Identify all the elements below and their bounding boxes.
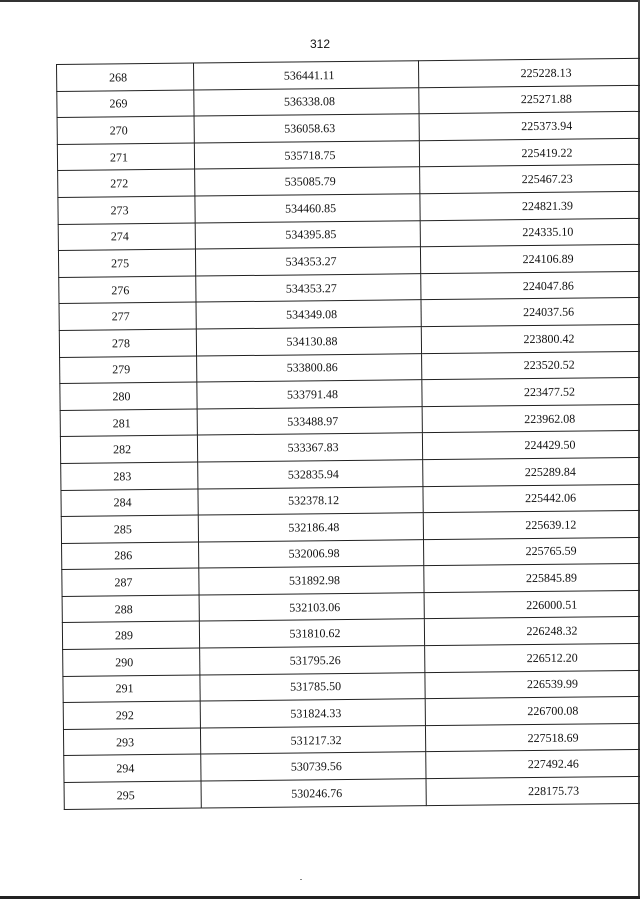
x-coordinate-cell: 534460.85 (195, 194, 420, 223)
point-number-cell: 281 (60, 409, 197, 437)
coordinate-table-body (57, 58, 640, 809)
y-coordinate-cell: 225419.22 (419, 138, 640, 167)
y-coordinate-cell: 224821.39 (420, 191, 640, 220)
point-number-cell: 293 (63, 728, 200, 756)
point-number-cell: 278 (59, 329, 196, 357)
point-number-cell: 273 (58, 196, 195, 224)
y-coordinate-cell: 225639.12 (423, 510, 640, 539)
point-number-cell: 274 (58, 223, 195, 251)
x-coordinate-cell: 533367.83 (197, 433, 422, 462)
y-coordinate-cell: 224047.86 (421, 271, 640, 300)
point-number-cell: 286 (62, 542, 199, 570)
y-coordinate-cell: 224037.56 (421, 298, 640, 327)
y-coordinate-cell: 226539.99 (425, 670, 640, 699)
x-coordinate-cell: 531785.50 (200, 672, 425, 701)
y-coordinate-cell: 225442.06 (423, 484, 640, 513)
point-number-cell: 287 (62, 568, 199, 596)
y-coordinate-cell: 223477.52 (422, 377, 640, 406)
scan-edge-top (0, 0, 640, 2)
x-coordinate-cell: 533791.48 (197, 380, 422, 409)
y-coordinate-cell: 223962.08 (422, 404, 640, 433)
x-coordinate-cell: 530739.56 (201, 752, 426, 781)
x-coordinate-cell: 531824.33 (200, 699, 425, 728)
point-number-cell: 292 (63, 701, 200, 729)
point-number-cell: 283 (61, 462, 198, 490)
point-number-cell: 269 (57, 90, 194, 118)
point-number-cell: 277 (59, 302, 196, 330)
x-coordinate-cell: 532378.12 (198, 486, 423, 515)
y-coordinate-cell: 227518.69 (425, 723, 640, 752)
y-coordinate-cell: 224429.50 (422, 431, 640, 460)
coordinate-table-wrapper (56, 58, 616, 809)
x-coordinate-cell: 535718.75 (194, 140, 419, 169)
x-coordinate-cell: 533800.86 (197, 353, 422, 382)
x-coordinate-cell: 533488.97 (197, 406, 422, 435)
scan-speck (300, 879, 302, 880)
y-coordinate-cell: 223520.52 (422, 351, 640, 380)
point-number-cell: 294 (64, 754, 201, 782)
point-number-cell: 279 (60, 356, 197, 384)
point-number-cell: 284 (61, 489, 198, 517)
point-number-cell: 282 (60, 435, 197, 463)
x-coordinate-cell: 531217.32 (200, 726, 425, 755)
x-coordinate-cell: 530246.76 (201, 779, 426, 808)
point-number-cell: 280 (60, 382, 197, 410)
x-coordinate-cell: 536338.08 (194, 87, 419, 116)
x-coordinate-cell: 534353.27 (195, 247, 420, 276)
y-coordinate-cell: 226000.51 (424, 590, 640, 619)
x-coordinate-cell: 536058.63 (194, 114, 419, 143)
y-coordinate-cell: 224106.89 (420, 244, 640, 273)
x-coordinate-cell: 536441.11 (193, 61, 418, 90)
point-number-cell: 275 (58, 249, 195, 277)
coordinate-table (56, 58, 640, 810)
point-number-cell: 270 (57, 116, 194, 144)
y-coordinate-cell: 225289.84 (423, 457, 640, 486)
y-coordinate-cell: 228175.73 (426, 776, 640, 805)
y-coordinate-cell: 225373.94 (419, 111, 640, 140)
x-coordinate-cell: 532835.94 (198, 460, 423, 489)
y-coordinate-cell: 223800.42 (421, 324, 640, 353)
point-number-cell: 291 (63, 675, 200, 703)
y-coordinate-cell: 226700.08 (425, 696, 640, 725)
y-coordinate-cell: 224335.10 (420, 218, 640, 247)
y-coordinate-cell: 225467.23 (420, 165, 640, 194)
point-number-cell: 268 (57, 63, 194, 91)
x-coordinate-cell: 532103.06 (199, 593, 424, 622)
x-coordinate-cell: 531810.62 (199, 619, 424, 648)
point-number-cell: 272 (58, 169, 195, 197)
point-number-cell: 288 (62, 595, 199, 623)
x-coordinate-cell: 534395.85 (195, 220, 420, 249)
x-coordinate-cell: 534353.27 (196, 273, 421, 302)
point-number-cell: 276 (59, 276, 196, 304)
y-coordinate-cell: 226248.32 (424, 617, 640, 646)
table-row (64, 776, 640, 809)
y-coordinate-cell: 225765.59 (423, 537, 640, 566)
y-coordinate-cell: 226512.20 (425, 643, 640, 672)
y-coordinate-cell: 225271.88 (419, 85, 640, 114)
x-coordinate-cell: 534130.88 (196, 327, 421, 356)
y-coordinate-cell: 225228.13 (418, 58, 640, 87)
x-coordinate-cell: 532186.48 (198, 513, 423, 542)
point-number-cell: 289 (62, 621, 199, 649)
point-number-cell: 290 (63, 648, 200, 676)
x-coordinate-cell: 535085.79 (195, 167, 420, 196)
x-coordinate-cell: 531795.26 (200, 646, 425, 675)
y-coordinate-cell: 227492.46 (426, 750, 640, 779)
x-coordinate-cell: 532006.98 (199, 539, 424, 568)
point-number-cell: 285 (61, 515, 198, 543)
point-number-cell: 271 (57, 143, 194, 171)
page-number: 312 (309, 37, 331, 51)
point-number-cell: 295 (64, 781, 201, 809)
x-coordinate-cell: 531892.98 (199, 566, 424, 595)
y-coordinate-cell: 225845.89 (424, 564, 640, 593)
x-coordinate-cell: 534349.08 (196, 300, 421, 329)
